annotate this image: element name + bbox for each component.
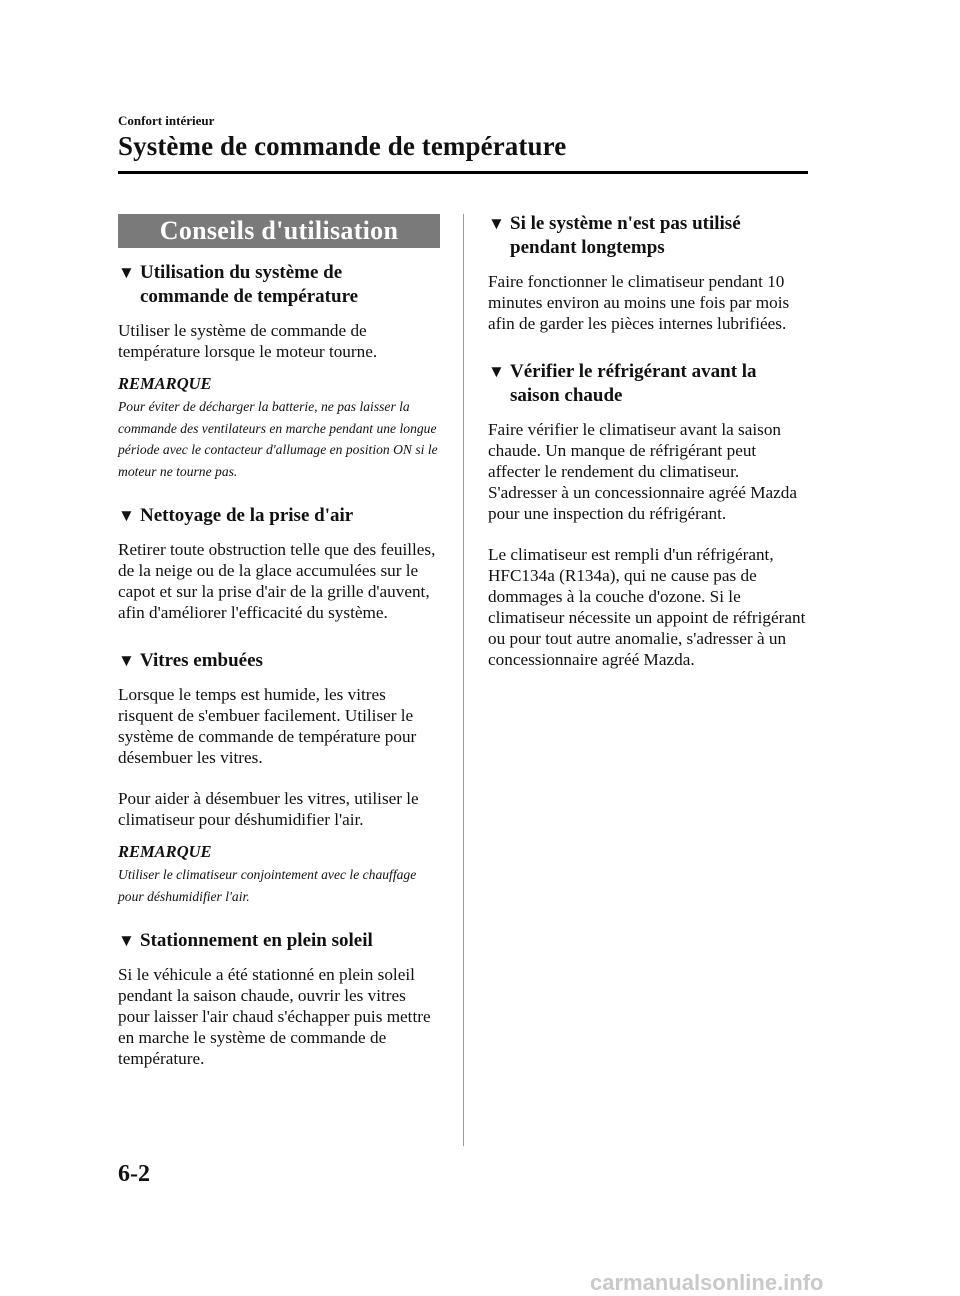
- triangle-down-icon: ▼: [488, 362, 505, 381]
- heading-line: Vérifier le réfrigérant avant la: [510, 361, 757, 382]
- watermark-logo: carmanualsonline.info: [590, 1270, 824, 1295]
- note-title: REMARQUE: [118, 842, 212, 861]
- heading-line: pendant longtemps: [510, 237, 665, 258]
- heading-line: Si le système n'est pas utilisé: [510, 213, 741, 234]
- left-column: [118, 214, 440, 1081]
- triangle-down-icon: ▼: [118, 506, 135, 525]
- page-number: 6-2: [118, 1161, 150, 1187]
- paragraph: Faire fonctionner le climatiseur pendant 10 minutes environ au moins une fois par mois afin de garder les pièces internes lubrifiées.: [488, 272, 790, 333]
- triangle-down-icon: ▼: [118, 263, 135, 282]
- section-label: Confort intérieur: [118, 113, 215, 128]
- heading-line: commande de température: [140, 286, 359, 307]
- paragraph: Lorsque le temps est humide, les vitres risquent de s'embuer facilement. Utiliser le système de commande de température pour désembuer les vitres.: [118, 685, 417, 767]
- note-text: Utiliser le climatiseur conjointement avec le chauffage pour déshumidifier l'air.: [118, 867, 417, 904]
- triangle-down-icon: ▼: [488, 214, 505, 233]
- paragraph: Pour aider à désembuer les vitres, utiliser le climatiseur pour déshumidifier l'air.: [118, 789, 419, 829]
- header-divider: [118, 171, 808, 174]
- heading-refrigerant: [488, 360, 810, 408]
- right-column: [488, 212, 810, 682]
- triangle-down-icon: ▼: [118, 931, 135, 950]
- column-divider: [463, 214, 464, 1146]
- heading-line: saison chaude: [510, 385, 623, 406]
- note-title: REMARQUE: [118, 374, 212, 393]
- section-banner: Conseils d'utilisation: [118, 214, 440, 248]
- page-title: Système de commande de température: [118, 131, 567, 161]
- paragraph: Si le véhicule a été stationné en plein soleil pendant la saison chaude, ouvrir les vitres pour laisser l'air chaud s'échapper puis mettre en marche le système de commande de température.: [118, 965, 431, 1068]
- paragraph: Faire vérifier le climatiseur avant la saison chaude. Un manque de réfrigérant peut affecter le rendement du climatiseur. S'adresser à un concessionnaire agréé Mazda pour une inspection du réfrigérant.: [488, 420, 797, 523]
- heading-line: Utilisation du système de: [140, 262, 343, 283]
- heading-stationnement: ▼ Stationnement en plein soleil: [118, 930, 373, 951]
- heading-vitres: ▼ Vitres embuées: [118, 650, 263, 671]
- paragraph: Utiliser le système de commande de température lorsque le moteur tourne.: [118, 321, 378, 361]
- heading-nettoyage: ▼ Nettoyage de la prise d'air: [118, 505, 354, 526]
- note-text: Pour éviter de décharger la batterie, ne pas laisser la commande des ventilateurs en marche pendant une longue période avec le contacteur d'allumage en position ON si le moteur ne tourne pas.: [118, 399, 438, 479]
- triangle-down-icon: ▼: [118, 651, 135, 670]
- paragraph: Retirer toute obstruction telle que des feuilles, de la neige ou de la glace accumulées sur le capot et sur la prise d'air de la grille d'auvent, afin d'améliorer l'efficacité du système.: [118, 540, 436, 622]
- heading-utilisation: [118, 261, 440, 309]
- heading-non-utilise: [488, 212, 810, 260]
- paragraph: Le climatiseur est rempli d'un réfrigérant, HFC134a (R134a), qui ne cause pas de dommages à la couche d'ozone. Si le climatiseur nécessite un appoint de réfrigérant ou pour tout autre anomalie, s'adresser à un concessionnaire agréé Mazda.: [488, 545, 806, 669]
